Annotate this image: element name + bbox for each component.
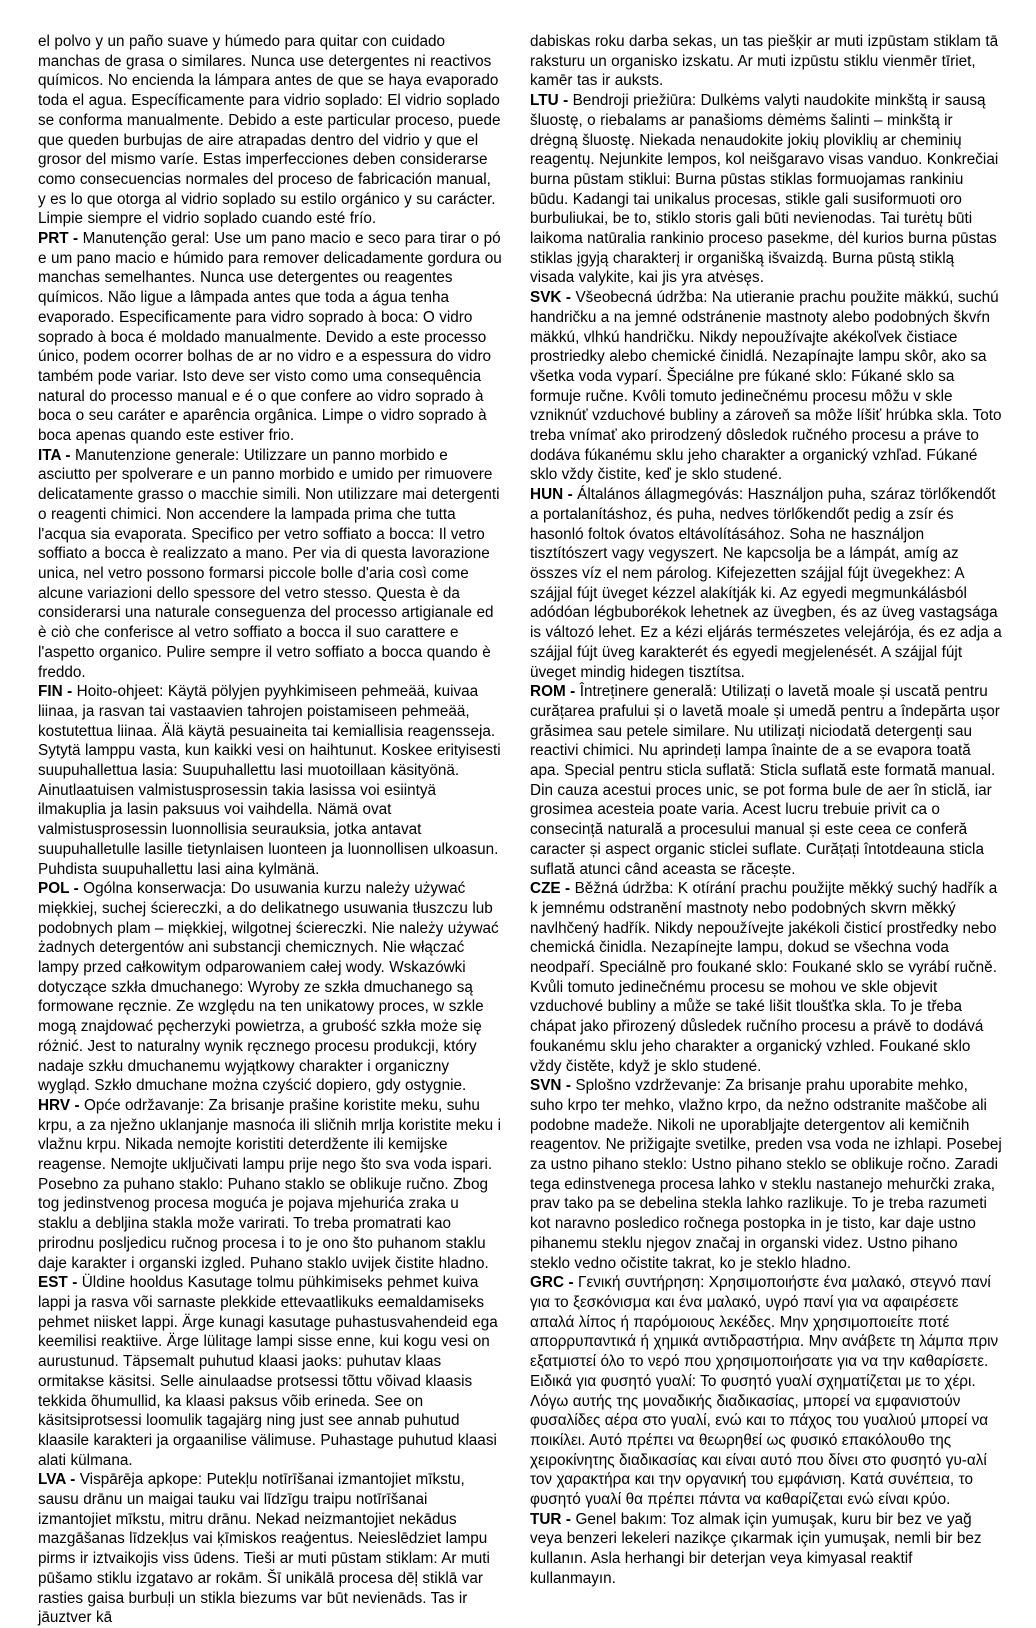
language-tag: HUN - — [530, 486, 578, 504]
language-tag: TUR - — [530, 1510, 576, 1528]
right-column — [530, 32, 1002, 1628]
language-text: Běžná údržba: K otírání prachu použijte měkký suchý hadřík a k jemnému odstranění mastnoty nebo podobných skvrn měkký navlhčený hadřík. Nikdy nepoužívejte jakékoli čisticí prostředky nebo chemická činidla. Nezapínejte lampu, dokud se všechna voda neodpaří. Speciálně pro foukané sklo: Foukané sklo se vyrábí ručně. Kvůli tomuto jedinečnému procesu se mohou ve skle objevit vzduchové bubliny a může se také lišit tloušťka skla. To je třeba chápat jako přirozený důsledek ručního procesu a právě to dodává foukanému sklu jeho charakter a organický vzhled. Foukané sklo vždy čistěte, když je sklo studené. — [530, 880, 998, 1075]
language-section-tur — [530, 1510, 1002, 1589]
language-tag: CZE - — [530, 880, 575, 898]
language-section-cze — [530, 879, 1002, 1076]
language-text: Întreținere generală: Utilizați o lavetă moale și uscată pentru curățarea prafului și o lavetă moale și umedă pentru a îndepărta ușor grăsimea sau petele similare. Nu utilizați niciodată detergenți sau reactivi chimici. Nu aprindeți lampa înainte de a se evapora toată apa. Special pentru sticla suflată: Sticla suflată este formată manual. Din cauza acestui proces unic, se pot forma bule de aer în sticlă, iar grosimea acesteia poate varia. Acest lucru trebuie privit ca o consecință naturală a procesului manual și este ceea ce conferă caracter și aspect organic sticlei suflate. Curățați întotdeauna sticla suflată atunci când aceasta se răcește. — [530, 683, 1000, 878]
language-text: Bendroji priežiūra: Dulkėms valyti naudokite minkštą ir sausą šluostę, o riebalams ar panašioms dėmėms šalinti – minkštą ir drėgną šluostę. Niekada nenaudokite jokių ploviklių ar cheminių reagentų. Nejunkite lempos, kol neišgaravo visas vanduo. Konkrečiai burna pūstam stiklui: Burna pūstas stiklas formuojamas rankiniu būdu. Kadangi tai unikalus procesas, stikle gali susiformuoti oro burbuliukai, be to, stiklo storis gali būti nevienodas. Tai turėtų būti laikoma natūralia rankinio proceso pasekme, dėl kurios burna pūstas stiklas įgyją charakterį ir organišką išvaizdą. Burna pūstą stiklą visada valykite, kai jis yra atvėsęs. — [530, 92, 999, 287]
language-section-lva — [38, 1470, 502, 1628]
language-tag: PRT - — [38, 230, 83, 248]
language-text: Manutenzione generale: Utilizzare un panno morbido e asciutto per spolverare e un panno morbido e umido per rimuovere delicatamente grasso o macchie simili. Non utilizzare mai detergenti o reagenti chimici. Non accendere la lampada prima che tutta l'acqua sia evaporata. Specifico per vetro soffiato a bocca: Il vetro soffiato a bocca è realizzato a mano. Per via di questa lavorazione unica, nel vetro possono formarsi piccole bolle d'aria così come alcune variazioni dello spessore del vetro stesso. Questa è da considerarsi una naturale conseguenza del processo artigianale ed è ciò che conferisce al vetro soffiato a bocca il suo carattere e l'aspetto organico. Pulire sempre il vetro soffiato a bocca quando è freddo. — [38, 446, 500, 681]
language-text: Opće održavanje: Za brisanje prašine koristite meku, suhu krpu, a za nježno uklanjanje masnoća ili sličnih mrlja koristite meku i vlažnu krpu. Nikada nemojte koristiti deterdžente ili kemijske reagense. Nemojte uključivati lampu prije nego što sva voda ispari. Posebno za puhano staklo: Puhano staklo se oblikuje ručno. Zbog tog jedinstvenog procesa moguća je pojava mjehurića zraka u staklu a debljina stakla može varirati. To treba promatrati kao prirodnu posljedicu ručnog procesa i to je ono što puhanom staklu daje karakter i organski izgled. Puhano staklo uvijek čistite hladno. — [38, 1096, 502, 1272]
language-tag: ROM - — [530, 683, 580, 701]
language-text: el polvo y un paño suave y húmedo para quitar con cuidado manchas de grasa o similares. Nunca use detergentes ni reactivos químicos. No encienda la lámpara antes de que se haya evaporado toda el agua. Específicamente para vidrio soplado: El vidrio soplado se conforma manualmente. Debido a este particular proceso, puede que queden burbujas de aire atrapadas dentro del vidrio y que el grosor del mismo varíe. Estas imperfecciones deben considerarse como consecuencias normales del proceso de fabricación manual, y es lo que otorga al vidrio soplado su estilo orgánico y su carácter. Limpie siempre el vidrio soplado cuando esté frío. — [38, 33, 501, 228]
language-text: Hoito-ohjeet: Käytä pölyjen pyyhkimiseen pehmeää, kuivaa liinaa, ja rasvan tai vastaavien tahrojen poistamiseen pehmeää, kostutettua liinaa. Älä käytä pesuaineita tai kemiallisia reagensseja. Sytytä lamppu vasta, kun kaikki vesi on haihtunut. Koskee erityisesti suupuhallettua lasia: Suupuhallettu lasi muotoillaan käsityönä. Ainutlaatuisen valmistusprosessin takia lasissa voi esiintyä ilmakuplia ja lasin paksuus voi vaihdella. Nämä ovat valmistusprosessin luonnollisia seurauksia, jotka antavat suupuhalletulle lasille tietynlaisen luonteen ja luonnollisen ulkoasun. Puhdista suupuhallettu lasi aina kylmänä. — [38, 683, 501, 878]
language-section-ita — [38, 446, 502, 682]
language-tag: EST - — [38, 1274, 82, 1292]
language-tag: HRV - — [38, 1096, 85, 1114]
language-text: dabiskas roku darba sekas, un tas piešķir ar muti izpūstam stiklam tā raksturu un organisko izskatu. Ar muti izpūstu stiklu vienmēr tīriet, kamēr tas ir auksts. — [530, 33, 999, 90]
language-text: Γενική συντήρηση: Χρησιμοποιήστε ένα μαλακό, στεγνό πανί για το ξεσκόνισμα και ένα μαλακό, υγρό πανί για να αφαιρέσετε απαλά λίπος ή παρόμοιους λεκέδες. Μην χρησιμοποιείτε ποτέ απορρυπαντικά ή χημικά αντιδραστήρια. Μην ανάβετε τη λάμπα πριν εξατμιστεί όλο το νερό που χρησιμοποιήσατε για να την καθαρίσετε. Ειδικά για φυσητό γυαλί: Το φυσητό γυαλί σχηματίζεται με το χέρι. Λόγω αυτής της μοναδικής διαδικασίας, μπορεί να εμφανιστούν φυσαλίδες αέρα στο γυαλί, ενώ και το πάχος του γυαλιού μπορεί να ποικίλει. Αυτό πρέπει να θεωρηθεί ως φυσικό επακόλουθο της χειροκίνητης διαδικασίας και είναι αυτό που δίνει στο φυσητό γυ-αλί τον χαρακτήρα και την οργανική του εμφάνιση. Κατά συνέπεια, το φυσητό γυαλί θα πρέπει πάντα να καθαρίζεται ενώ είναι κρύο. — [530, 1274, 999, 1509]
language-section-est — [38, 1273, 502, 1470]
language-text: Vispārēja apkope: Putekļu notīrīšanai izmantojiet mīkstu, sausu drānu un maigai tauku vai līdzīgu traipu notīrīšanai izmantojiet mīkstu, mitru drānu. Nekad neizmantojiet nekādus mazgāšanas līdzekļus vai ķīmiskos reaģentus. Neieslēdziet lampu pirms ir iztvaikojis viss ūdens. Tieši ar muti pūstam stiklam: Ar muti pūšamo stiklu izgatavo ar rokām. Šī unikālā procesa dēļ stiklā var rasties gaisa burbuļi un stikla biezums var būt nevienāds. Tas ir jāuztver kā — [38, 1471, 490, 1627]
language-tag: LTU - — [530, 92, 573, 110]
language-text: Üldine hooldus Kasutage tolmu pühkimiseks pehmet kuiva lappi ja rasva või sarnaste plekkide ettevaatlikuks eemaldamiseks pehmet niisket lappi. Ärge kunagi kasutage puhastusvahendeid ega keemilisi reaktiive. Ärge lülitage lampi sisse enne, kui kogu vesi on aurustunud. Täpsemalt puhutud klaasi jaoks: puhutav klaas ormitakse käsitsi. Selle ainulaadse protsessi tõttu võivad klaasis tekkida õhumullid, ka klaasi paksus võib erineda. See on käsitsiprotsessi loomulik tagajärg ning just see annab puhutud klaasile karakteri ja orgaanilise välimuse. Puhastage puhutud klaasi alati külmana. — [38, 1274, 498, 1469]
language-section-hrv — [38, 1096, 502, 1273]
language-tag: POL - — [38, 880, 84, 898]
language-section-continued — [38, 32, 502, 229]
language-text: Manutenção geral: Use um pano macio e seco para tirar o pó e um pano macio e húmido para remover delicadamente gordura ou manchas semelhantes. Nunca use detergentes ou reagentes químicos. Não ligue a lâmpada antes que toda a água tenha evaporado. Especificamente para vidro soprado à boca: O vidro soprado à boca é moldado manualmente. Devido a este processo único, podem ocorrer bolhas de ar no vidro e a espessura do vidro também pode variar. Isto deve ser visto como uma consequência natural do processo manual e é o que confere ao vidro soprado à boca o seu caráter e aparência orgânica. Limpe o vidro soprado à boca apenas quando este estiver frio. — [38, 230, 502, 445]
language-tag: FIN - — [38, 683, 77, 701]
language-tag: ITA - — [38, 446, 75, 464]
language-text: Általános állagmegóvás: Használjon puha, száraz törlőkendőt a portalanításhoz, és puha, nedves törlőkendőt pedig a zsír és hasonló foltok óvatos eltávolításához. Soha ne használjon tisztítószert vagy vegyszert. Ne kapcsolja be a lámpát, amíg az összes víz el nem párolog. Kifejezetten szájjal fújt üvegekhez: A szájjal fújt üveget kézzel alakítják ki. Az egyedi megmunkálásból adódóan légbuborékok lehetnek az üvegben, és az üveg vastagsága is változó lehet. Ez a kézi eljárás természetes velejárója, és ez adja a szájjal fújt üveg karakterét és egyedi megjelenését. A szájjal fújt üveget mindig hidegen tisztítsa. — [530, 486, 1002, 681]
language-section-ltu — [530, 91, 1002, 288]
language-section-svk — [530, 288, 1002, 485]
language-tag: GRC - — [530, 1274, 579, 1292]
language-text: Genel bakım: Toz almak için yumuşak, kuru bir bez ve yağ veya benzeri lekeleri nazikçe çıkarmak için yumuşak, nemli bir bez kullanın. Asla herhangi bir deterjan veya kimyasal reaktif kullanmayın. — [530, 1510, 982, 1587]
language-section-continued — [530, 32, 1002, 91]
language-section-fin — [38, 682, 502, 879]
language-text: Splošno vzdrževanje: Za brisanje prahu uporabite mehko, suho krpo ter mehko, vlažno krpo, da nežno odstranite maščobe ali podobne madeže. Nikoli ne uporabljajte detergentov ali kemičnih reagentov. Ne prižigajte svetilke, preden vsa voda ne izhlapi. Posebej za ustno pihano steklo: Ustno pihano steklo se oblikuje ročno. Zaradi tega edinstvenega procesa lahko v steklu nastanejo mehurčki zraka, prav tako pa se debelina stekla lahko razlikuje. To je treba razumeti kot naravno posledico ročnega postopka in je tisto, kar daje ustno pihanemu steklu njegov značaj in organski videz. Ustno pihano steklo vedno očistite takrat, ko je steklo hladno. — [530, 1077, 1002, 1272]
language-tag: SVN - — [530, 1077, 576, 1095]
language-text: Všeobecná údržba: Na utieranie prachu použite mäkkú, suchú handričku a na jemné odstránenie mastnoty alebo podobných škvŕn mäkkú, vlhkú handričku. Nikdy nepoužívajte akékoľvek čistiace prostriedky alebo chemické činidlá. Nezapínajte lampu skôr, ako sa všetka voda vyparí. Špeciálne pre fúkané sklo: Fúkané sklo sa formuje ručne. Kvôli tomuto jedinečnému procesu môžu v skle vzniknúť vzduchové bubliny a zároveň sa môže líšiť hrúbka skla. Toto treba vnímať ako prirodzený dôsledok ručného procesu a práve to dodáva fúkanému sklu jeho charakter a organický vzhľad. Fúkané sklo vždy čistite, keď je sklo studené. — [530, 289, 1002, 484]
language-section-prt — [38, 229, 502, 446]
language-section-rom — [530, 682, 1002, 879]
language-text: Ogólna konserwacja: Do usuwania kurzu należy używać miękkiej, suchej ściereczki, a do delikatnego usuwania tłuszczu lub podobnych plam – miękkiej, wilgotnej ściereczki. Nie należy używać żadnych detergentów ani substancji chemicznych. Nie włączać lampy przed całkowitym odparowaniem całej wody. Wskazówki dotyczące szkła dmuchanego: Wyroby ze szkła dmuchanego są formowane ręcznie. Ze względu na ten unikatowy proces, w szkle mogą znajdować pęcherzyki powietrza, a grubość szkła może się różnić. Jest to naturalny wynik ręcznego procesu produkcji, który nadaje szkłu dmuchanemu wyjątkowy charakter i organiczny wygląd. Szkło dmuchane można czyścić dopiero, gdy ostygnie. — [38, 880, 499, 1095]
language-tag: LVA - — [38, 1471, 80, 1489]
language-section-grc — [530, 1273, 1002, 1509]
language-section-hun — [530, 485, 1002, 682]
language-tag: SVK - — [530, 289, 576, 307]
language-section-pol — [38, 879, 502, 1096]
language-section-svn — [530, 1076, 1002, 1273]
left-column — [38, 32, 502, 1628]
